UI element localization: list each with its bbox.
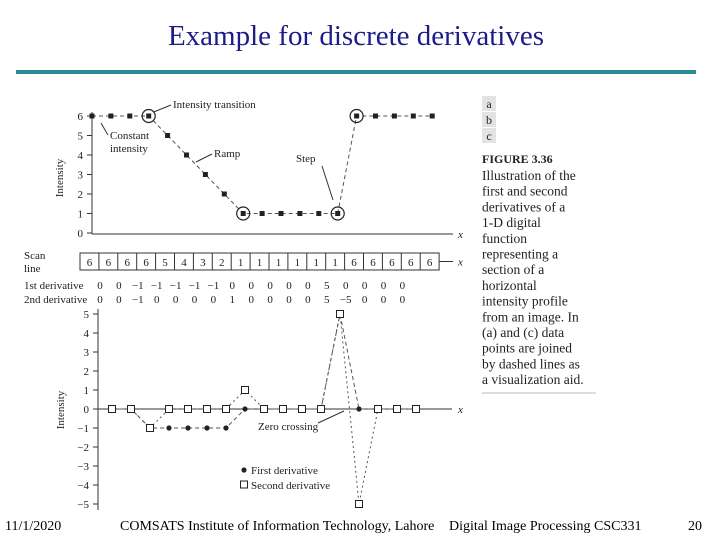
derivative-value: 0 — [399, 294, 406, 306]
annotation-intensity: intensity — [110, 143, 148, 155]
panel-a-data-point — [411, 114, 416, 119]
panel-c-y-label: Intensity — [55, 390, 67, 430]
scan-line-value: 6 — [426, 257, 433, 269]
derivative-value: 0 — [229, 280, 236, 292]
panel-a-data-point — [392, 114, 397, 119]
first-derivative-point — [185, 425, 190, 430]
second-derivative-point — [318, 406, 325, 413]
panel-a-data-point — [279, 211, 284, 216]
derivative-value: 1 — [229, 294, 236, 306]
derivative-row-label: 1st derivative — [24, 280, 84, 292]
panel-a-y-label: Intensity — [54, 158, 66, 198]
panel-c-y-tick-label: 0 — [83, 404, 89, 416]
panel-a-y-tick-label: 6 — [77, 111, 83, 123]
derivative-value: 0 — [153, 294, 160, 306]
panel-a-data-point — [241, 211, 246, 216]
caption-line: horizontal — [482, 277, 537, 293]
derivative-row-label: 2nd derivative — [24, 294, 88, 306]
caption-line: from an image. In — [482, 309, 579, 325]
derivative-value: 0 — [361, 294, 368, 306]
scan-line-value: 2 — [219, 257, 225, 269]
scan-line-value: 6 — [370, 257, 376, 269]
first-derivative-point — [242, 406, 247, 411]
derivative-value: 0 — [286, 294, 292, 306]
panel-a-data-point — [127, 114, 132, 119]
panel-a-data-point — [297, 211, 302, 216]
caption-line: Illustration of the — [482, 168, 576, 183]
derivative-value: −1 — [169, 280, 182, 292]
caption-line: points are joined — [482, 340, 572, 356]
scan-line-value: 1 — [275, 257, 282, 269]
second-derivative-point — [185, 406, 192, 413]
panel-a-y-tick-label: 2 — [77, 189, 83, 201]
scan-line-value: 6 — [86, 257, 93, 269]
scan-line-value: 1 — [237, 257, 244, 269]
scan-line-value: 6 — [105, 257, 112, 269]
scan-line-value: 1 — [256, 257, 263, 269]
caption-title: FIGURE 3.36 — [482, 152, 553, 166]
panel-a-data-point — [354, 114, 359, 119]
derivative-value: 0 — [286, 280, 292, 292]
second-derivative-point — [109, 406, 116, 413]
second-derivative-point — [413, 406, 420, 413]
scan-line-value: 1 — [294, 257, 301, 269]
annotation-leader-line — [322, 166, 333, 200]
scan-line-label: Scan — [24, 250, 46, 262]
second-derivative-point — [242, 387, 249, 394]
caption-line: intensity profile — [482, 293, 568, 309]
derivative-value: −1 — [131, 280, 144, 292]
scan-line-value: 4 — [181, 257, 187, 269]
second-derivative-point — [280, 406, 287, 413]
scan-line-value: 1 — [313, 257, 319, 269]
panel-a-y-tick-label: 3 — [77, 169, 83, 182]
derivative-value: −1 — [188, 280, 201, 292]
derivative-value: 5 — [324, 294, 330, 306]
annotation-step: Step — [296, 153, 316, 165]
legend-first-derivative-label: First derivative — [251, 465, 318, 477]
panel-a-data-point — [316, 211, 321, 216]
derivative-value: 0 — [305, 294, 311, 306]
derivative-value: 0 — [210, 294, 217, 306]
panel-c-y-tick-label: 2 — [83, 366, 89, 378]
panel-label: c — [486, 129, 492, 143]
second-derivative-point — [337, 311, 344, 318]
caption-line: representing a — [482, 246, 559, 262]
derivative-value: 0 — [267, 280, 273, 292]
panel-a-y-tick-label: 4 — [77, 150, 83, 162]
scan-line-value: 6 — [351, 257, 357, 269]
panel-label: a — [486, 97, 492, 111]
panel-a-data-point — [203, 172, 208, 177]
derivative-value: 0 — [191, 294, 198, 306]
derivative-value: 0 — [305, 280, 311, 292]
annotation-constant: Constant — [110, 130, 150, 142]
scan-line-value: 6 — [389, 257, 395, 269]
panel-a-x-label: x — [458, 229, 463, 241]
panel-a-data-point — [108, 114, 113, 119]
second-derivative-point — [375, 406, 382, 413]
scan-line-value: 6 — [408, 257, 414, 269]
scan-line-value: 6 — [124, 257, 130, 269]
panel-c-y-tick-label: −5 — [77, 499, 89, 511]
annotation-zero-crossing: Zero crossing — [258, 421, 319, 433]
second-derivative-point — [147, 425, 154, 432]
first-derivative-point — [204, 425, 209, 430]
annotation-leader-line — [101, 123, 108, 135]
annotation-intensity-transition: Intensity transition — [173, 99, 256, 111]
panel-a-data-point — [90, 114, 95, 119]
panel-a-data-point — [146, 114, 151, 119]
caption-line: function — [482, 230, 527, 246]
panel-c-y-tick-label: 3 — [83, 347, 89, 359]
first-derivative-point — [166, 425, 171, 430]
scan-line-value: 6 — [143, 257, 149, 269]
derivative-value: 0 — [97, 294, 103, 306]
second-derivative-point — [299, 406, 306, 413]
page-number: 20 — [688, 519, 702, 534]
second-derivative-point — [356, 501, 363, 508]
second-derivative-point — [128, 406, 135, 413]
derivative-value: 0 — [116, 294, 122, 306]
panel-a-y-tick-label: 5 — [77, 130, 83, 143]
caption-line: a visualization aid. — [482, 372, 584, 388]
derivative-value: 5 — [324, 280, 330, 292]
slide-title: Example for discrete derivatives — [167, 20, 545, 52]
panel-a-data-point — [260, 211, 265, 216]
caption-line: 1-D digital — [482, 215, 541, 231]
annotation-leader-line — [154, 105, 171, 112]
caption-line: first and second — [482, 183, 568, 199]
derivative-value: −1 — [207, 280, 220, 292]
panel-c-y-tick-label: −2 — [77, 442, 89, 454]
panel-a-data-point — [184, 153, 189, 158]
legend-second-derivative-label: Second derivative — [251, 480, 331, 492]
panel-c-y-tick-label: −3 — [77, 461, 89, 473]
caption-line: derivatives of a — [482, 199, 566, 215]
second-derivative-point — [166, 406, 173, 413]
footer-course: Digital Image Processing CSC331 — [449, 519, 642, 534]
footer-institute: COMSATS Institute of Information Technology, Lahore — [120, 519, 435, 534]
panel-b-x-label: x — [458, 256, 463, 269]
caption-line: section of a — [482, 262, 545, 278]
panel-c-y-tick-label: 5 — [83, 309, 89, 321]
panel-a-y-tick-label: 0 — [77, 228, 83, 240]
derivative-value: 0 — [248, 280, 254, 292]
derivative-value: 0 — [380, 280, 387, 292]
annotation-leader-line — [196, 154, 212, 162]
second-derivative-point — [204, 406, 211, 413]
caption-line: by dashed lines as — [482, 356, 580, 372]
derivative-value: 0 — [380, 294, 387, 306]
second-derivative-point — [261, 406, 268, 413]
derivative-value: 0 — [116, 280, 122, 292]
scan-line-value: 5 — [162, 257, 168, 269]
panel-a-data-point — [373, 114, 378, 119]
panel-a-data-point — [335, 211, 340, 216]
scan-line-label: line — [24, 263, 41, 275]
derivative-value: 0 — [361, 280, 368, 292]
derivative-value: 0 — [342, 280, 349, 292]
second-derivative-point — [394, 406, 401, 413]
second-derivative-point — [223, 406, 230, 413]
scan-line-value: 3 — [200, 257, 206, 269]
panel-c-x-label: x — [458, 404, 463, 416]
panel-c-y-tick-label: −4 — [77, 480, 89, 492]
annotation-ramp: Ramp — [214, 148, 241, 160]
panel-a-data-point — [165, 133, 170, 138]
footer-date: 11/1/2020 — [5, 519, 62, 534]
derivative-value: 0 — [399, 280, 406, 292]
scan-line-value: 1 — [332, 257, 338, 269]
first-derivative-point — [223, 425, 228, 430]
panel-a-data-point — [222, 192, 227, 197]
panel-a-data-point — [430, 114, 435, 119]
derivative-value: 0 — [97, 280, 103, 292]
panel-c-y-tick-label: 1 — [83, 385, 89, 397]
derivative-value: 0 — [172, 294, 179, 306]
derivative-value: 0 — [248, 294, 254, 306]
legend-first-derivative-marker — [241, 467, 246, 472]
panel-label: b — [486, 113, 492, 127]
panel-c-y-tick-label: −1 — [77, 423, 89, 435]
derivative-value: −1 — [150, 280, 163, 292]
caption-line: (a) and (c) data — [482, 325, 565, 340]
panel-c-y-tick-label: 4 — [83, 328, 89, 340]
derivative-value: 0 — [267, 294, 273, 306]
first-derivative-point — [356, 406, 361, 411]
derivative-value: −5 — [339, 294, 352, 306]
legend-second-derivative-marker — [241, 481, 248, 488]
derivative-value: −1 — [131, 294, 144, 306]
panel-a-y-tick-label: 1 — [77, 208, 83, 221]
